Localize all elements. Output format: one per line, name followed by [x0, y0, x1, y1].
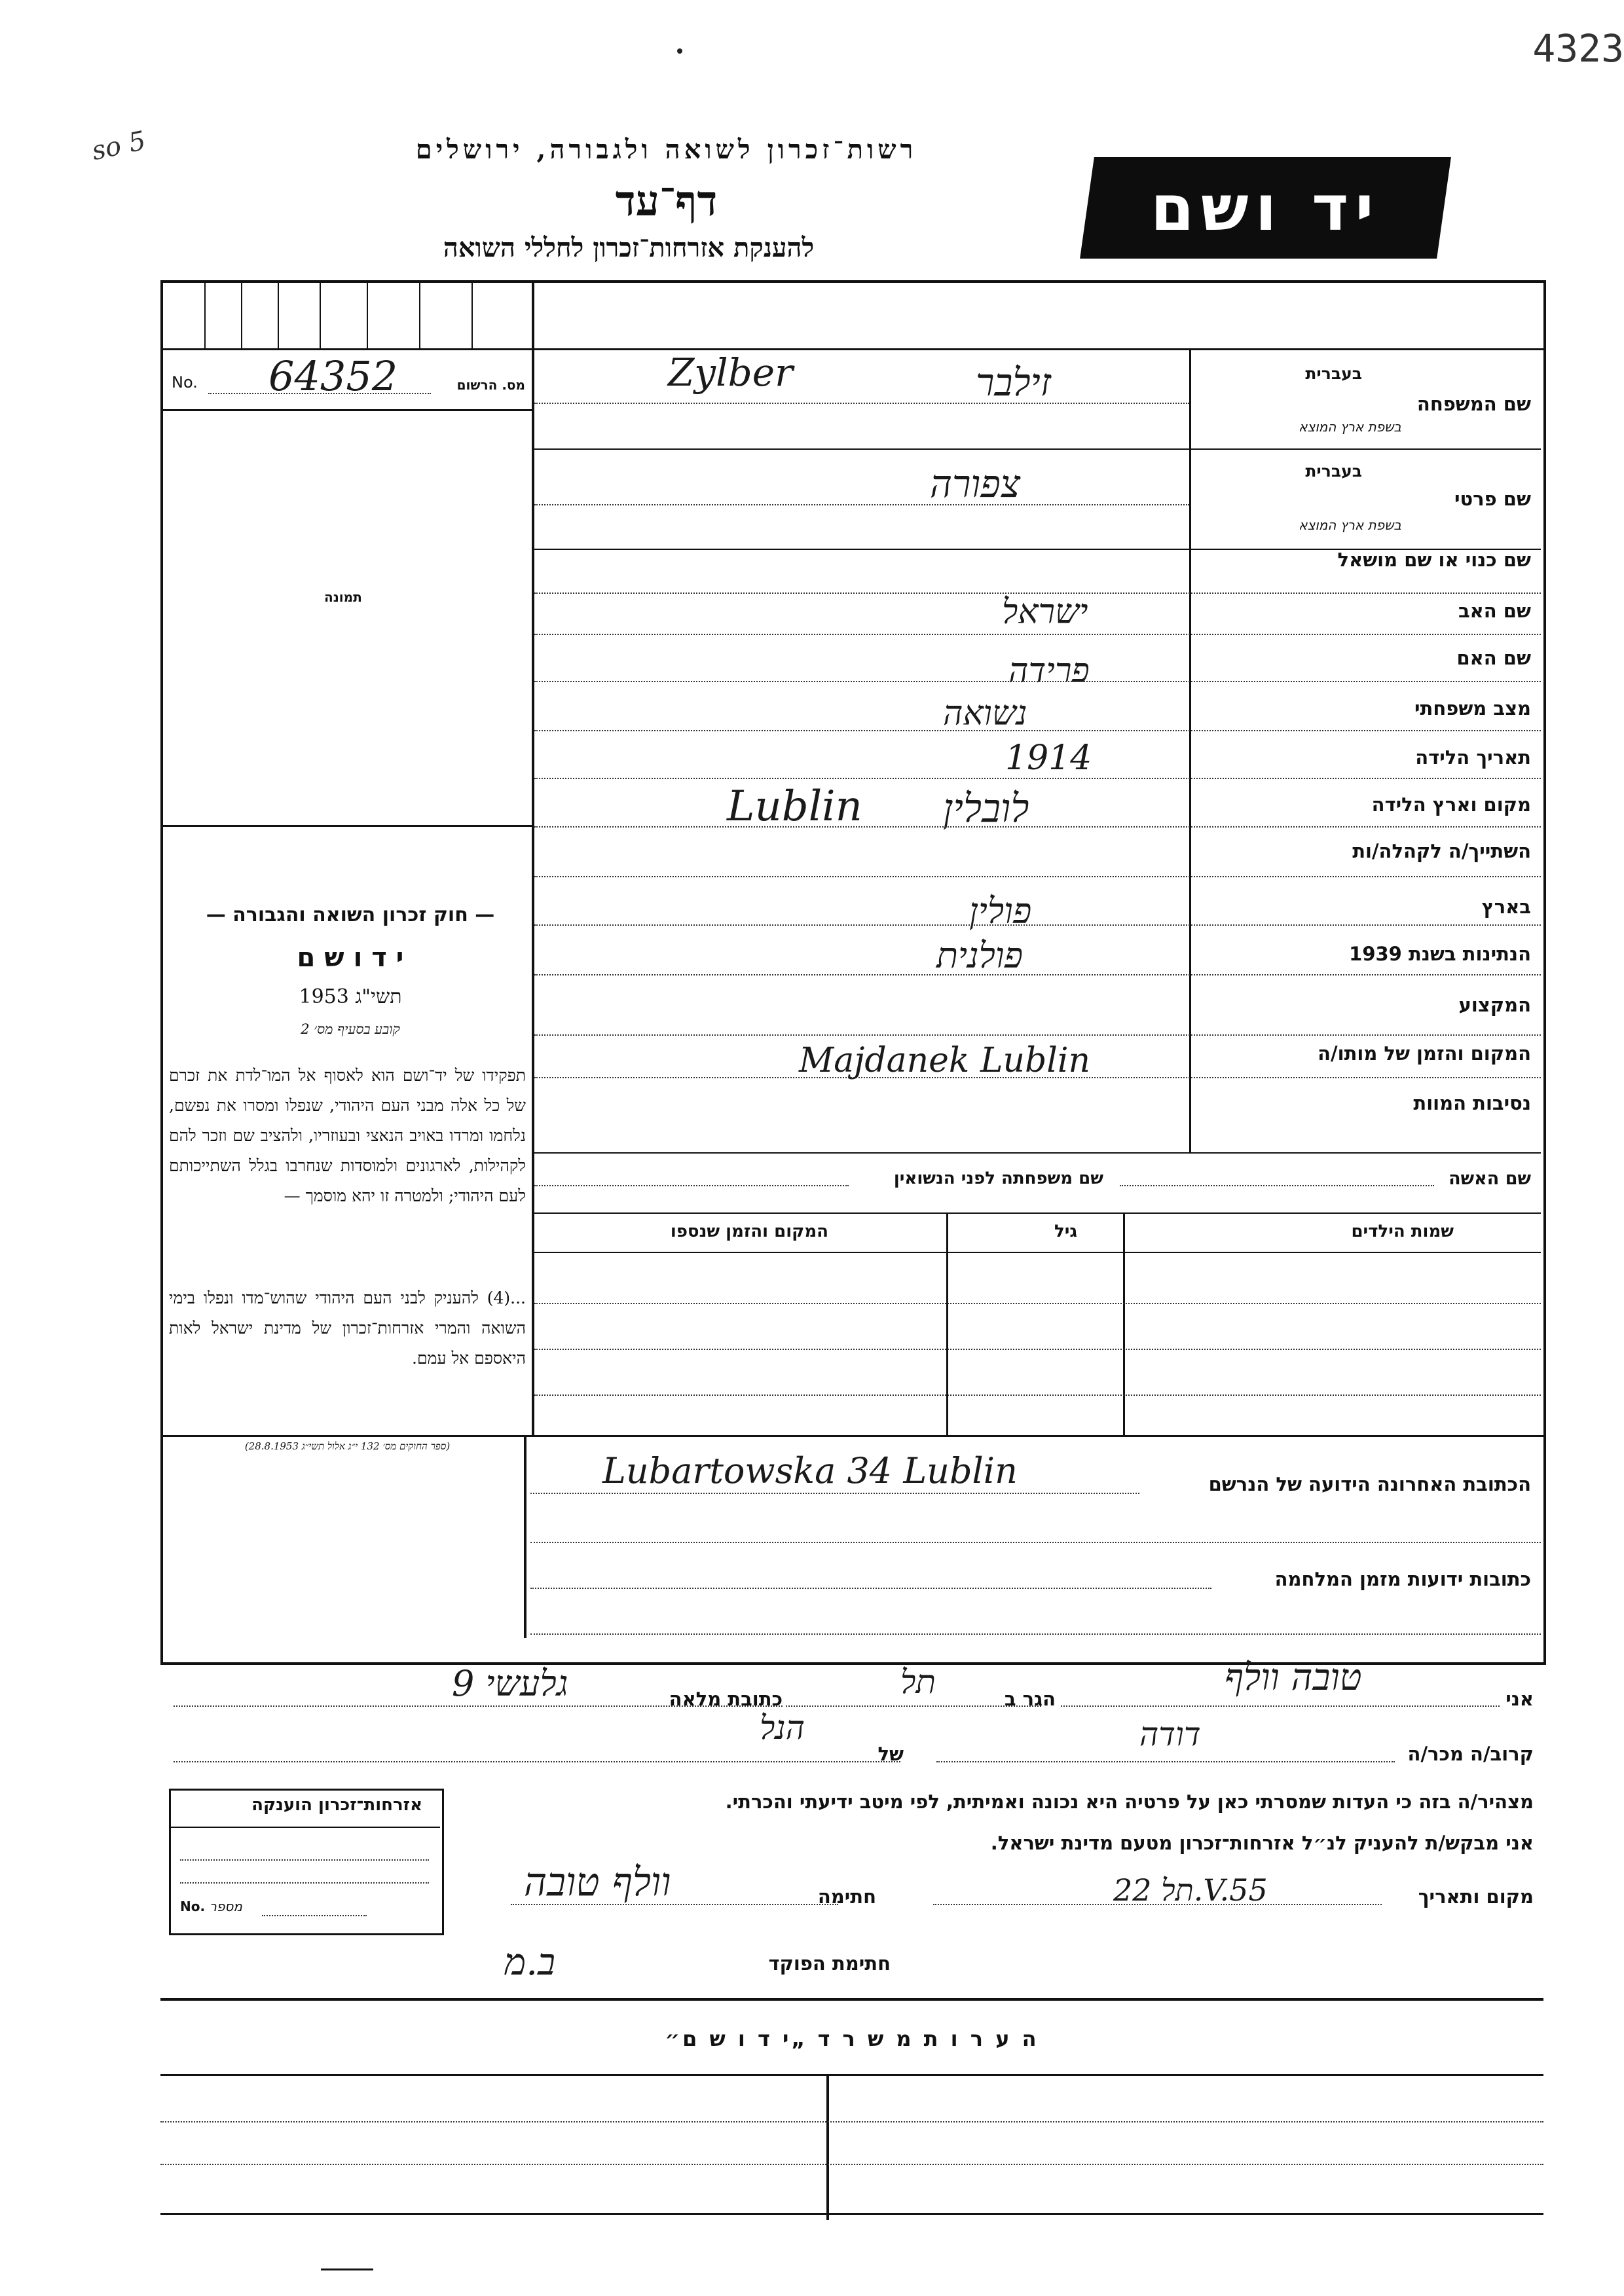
column-divider-low — [524, 1435, 526, 1638]
birthdate-label: תאריך הלידה — [1415, 746, 1531, 769]
citizenship-box-title: אזרחות־זכרון הוענקה — [251, 1795, 422, 1815]
children-names-header: שמות הילדים — [1351, 1222, 1454, 1241]
signature-label: חתימה — [817, 1886, 876, 1908]
wife-maiden-label: שם משפחתה לפני הנשואין — [893, 1169, 1103, 1188]
law-clause: קובע בסעיף מס׳ 2 — [301, 1021, 400, 1037]
law-text-2: ...(4) להעניק לבני העם היהודי שהוש־מדו ונפלו בימי השואה והמרי אזרחות־זכרון של מדינת ישראל לאות היאספם אל עמם. — [169, 1288, 526, 1368]
father-value: ישראל — [1002, 592, 1088, 632]
full-address-label: כתובת מלאה — [669, 1688, 783, 1710]
last-address-label: הכתובת האחרונה הידועה של הנרשם — [1208, 1473, 1531, 1495]
officer-signature-label: חתימת הפוקד — [768, 1952, 891, 1975]
signature-value: וולף טובה — [524, 1859, 671, 1905]
firstname-label: שם פרטי — [1454, 488, 1531, 510]
marital-label: מצב משפחתי — [1414, 697, 1531, 720]
of-value: הנל — [760, 1709, 805, 1747]
authority-line: רשות־זכרון לשואה ולגבורה, ירושלים — [415, 134, 917, 165]
war-address-label: כתובות ידועות מזמן המלחמה — [1274, 1568, 1531, 1590]
birthplace-latin-value: Lublin — [727, 782, 862, 831]
father-label: שם האב — [1458, 600, 1531, 622]
archive-number: 4323 — [1532, 26, 1624, 71]
community-label: השתייך/ה לקהלה/ות — [1352, 840, 1531, 862]
law-year: תשי"ג 1953 — [299, 985, 402, 1008]
law-name: י ד ו ש ם — [297, 943, 404, 973]
mother-label: שם האם — [1456, 647, 1531, 669]
citizenship-box-number-label: מספר — [209, 1899, 242, 1914]
resides-value: תל — [900, 1663, 936, 1701]
country-label: בארץ — [1481, 896, 1531, 918]
wife-label: שם האשה — [1449, 1169, 1531, 1189]
reg-label-en: No. — [172, 373, 198, 392]
of-label: של — [877, 1743, 904, 1765]
law-source: (ספר החוקים מס׳ 132 י״ג אלול תשי״ג 28.8.1953) — [244, 1440, 451, 1452]
law-text-1: תפקידו של יד־ושם הוא לאסוף אל המו־לדת את זכרם של כל אלה מבני העם היהודי, שנפלו ומסרו את נפשם, נלחמו ומרדו באויב הנאצי ובעוזריו, ולהציב שם וזכר להם לקהילות, לארגונים ולמוסדות שנחרבו בגלל השתייכותם לעם היהודי; ולמטרה זו יהא מוסמך — — [169, 1066, 526, 1205]
mother-value: פרידה — [1008, 651, 1090, 691]
birthplace-hebrew-value: לובלין — [943, 786, 1029, 831]
death-place-label: המקום והזמן של מותו/ה — [1318, 1042, 1531, 1065]
marital-value: נשואה — [943, 694, 1027, 733]
birthplace-label: מקום וארץ הלידה — [1371, 793, 1531, 816]
surname-origin-label: בשפת ארץ המוצא — [1299, 419, 1401, 435]
alias-label: שם כנוי או שם מושאל — [1337, 549, 1531, 571]
relation-label: קרוב/ה מכר/ה — [1407, 1743, 1534, 1765]
resides-label: הגר ב — [1004, 1688, 1056, 1710]
full-address-value: גלעשי 9 — [452, 1663, 568, 1704]
declarant-i-label: אני — [1505, 1688, 1534, 1710]
declarant-i-value: טובה וולף — [1225, 1656, 1362, 1699]
surname-label: שם המשפחה — [1416, 393, 1531, 415]
reg-number: 64352 — [268, 352, 398, 400]
column-divider — [532, 283, 534, 1435]
children-death-header: המקום והזמן שנספו — [670, 1222, 828, 1241]
children-age-header: גיל — [1054, 1222, 1077, 1241]
profession-label: המקצוע — [1458, 994, 1531, 1016]
surname-hebrew-value: זילבר — [976, 360, 1051, 405]
officer-signature-value: ב.מ — [504, 1941, 555, 1984]
logo-text: יד ושם — [1151, 171, 1380, 245]
surname-in-hebrew-label: בעברית — [1305, 364, 1362, 383]
photo-label: תמונה — [324, 589, 362, 605]
statement-2: אני מבקש/ת להעניק לנ״ל אזרחות־זכרון מטעם מדינת ישראל. — [990, 1832, 1534, 1854]
firstname-origin-label: בשפת ארץ המוצא — [1299, 517, 1401, 533]
yad-vashem-logo — [1080, 157, 1451, 259]
citizenship-1939-value: פולנית — [936, 935, 1024, 976]
firstname-hebrew-value: צפורה — [930, 462, 1021, 506]
place-date-value: תל 22.V.55 — [1113, 1872, 1268, 1908]
label-divider — [1189, 350, 1191, 1152]
place-date-label: מקום ותאריך — [1418, 1886, 1534, 1908]
statement-1: מצהיר/ה בזה כי העדות שמסרתי כאן על פרטיה היא נכונה ואמיתית, לפי מיטב ידיעתי והכרתי. — [725, 1791, 1534, 1813]
citizenship-box-number-en: No. — [180, 1899, 206, 1914]
last-address-value: Lubartowska 34 Lublin — [602, 1450, 1018, 1491]
law-title: — חוק זכרון השואה והגבורה — — [206, 903, 495, 926]
office-notes-title: ה ע ר ו ת מ ש ר ד „י ד ו ש ם״ — [665, 2026, 1039, 2051]
form-title: דף־עד — [615, 177, 718, 226]
death-place-value: Majdanek Lublin — [799, 1041, 1091, 1080]
firstname-in-hebrew-label: בעברית — [1305, 462, 1362, 481]
scan-mark — [677, 48, 682, 54]
corner-mark: so 5 — [89, 125, 149, 167]
death-circ-label: נסיבות המוות — [1413, 1092, 1531, 1114]
relation-value: דודה — [1139, 1715, 1201, 1753]
reg-label-he: מס. הרשום — [456, 377, 525, 393]
citizenship-1939-label: הנתינות בשנת 1939 — [1349, 943, 1531, 965]
surname-origin-value: Zylber — [668, 350, 793, 395]
country-value: פולין — [969, 890, 1032, 932]
birthdate-value: 1914 — [1005, 738, 1092, 778]
form-subtitle: להענקת אזרחות־זכרון לחללי השואה — [443, 232, 815, 263]
